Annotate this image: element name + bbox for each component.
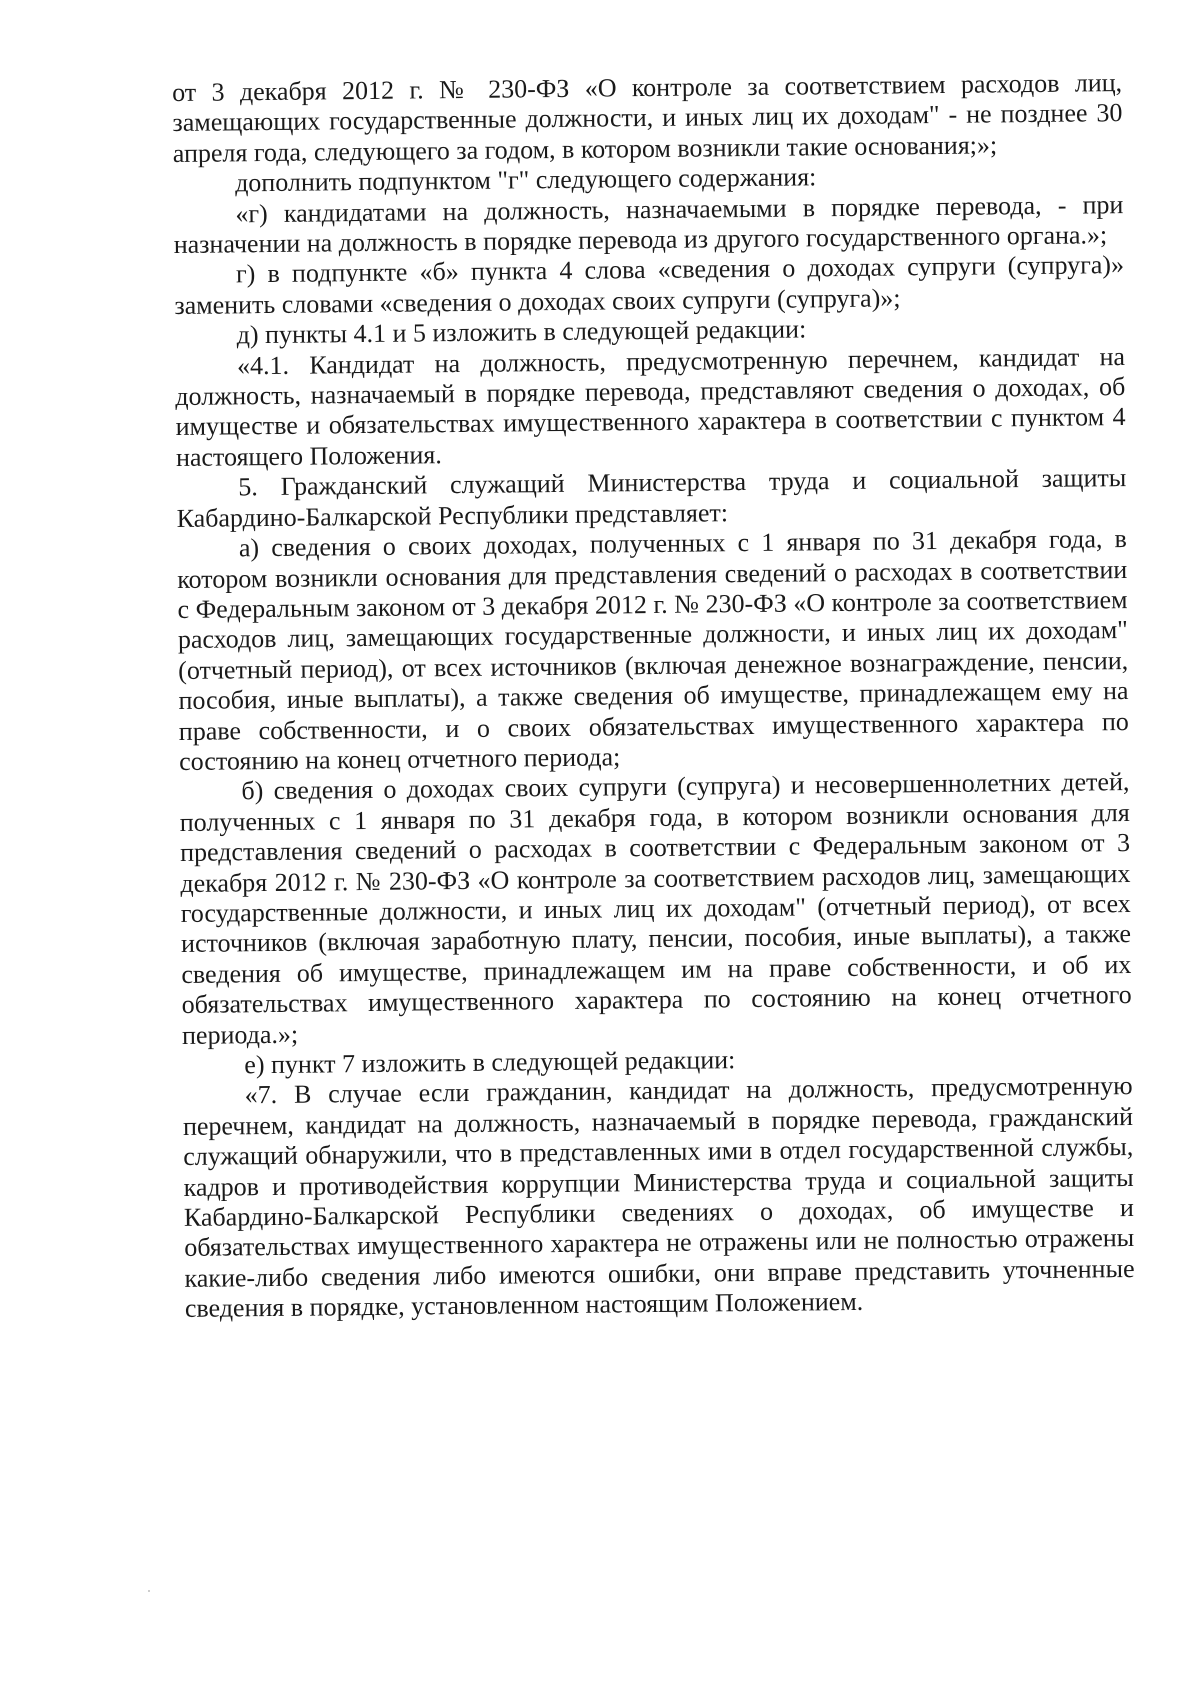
- paragraph-amendment-e: е) пункт 7 изложить в следующей редакции:: [244, 1045, 736, 1080]
- document-body: [172, 68, 1135, 1325]
- paragraph-item-5-a: а) сведения о своих доходах, полученных с 1 января по 31 декабря года, в котором возникли основания для представления сведений о расходах в соответствии с Федеральным законом от 3 декабря 2012 г. № 230-ФЗ «О контроле за соответствием расходов лиц, замещающих государственные должности, и иных лиц их доходам" (отчетный период), от всех источников (включая денежное вознаграждение, пенсии, пособия, иные выплаты), а также сведения об имуществе, принадлежащем ему на праве собственности, и о своих обязательствах имущественного характера по состоянию на конец отчетного периода;: [177, 524, 1129, 776]
- paragraph-amendment-g: г) в подпункте «б» пункта 4 слова «сведения о доходах супруги (супруга)» заменить словами «сведения о доходах своих супруги (супруга)»;: [174, 250, 1125, 320]
- paragraph-item-4-1: «4.1. Кандидат на должность, предусмотренную перечнем, кандидат на должность, назначаемый в порядке перевода, представляют сведения о доходах, об имуществе и обязательствах имущественного характера в соответствии с пунктом 4 настоящего Положения.: [175, 341, 1126, 472]
- paragraph-amendment-d: д) пункты 4.1 и 5 изложить в следующей редакции:: [236, 314, 807, 350]
- paragraph-add-subitem-g: дополнить подпунктом "г" следующего содержания:: [234, 162, 817, 198]
- scan-speck: [148, 1590, 150, 1592]
- paragraph-continuation: от 3 декабря 2012 г. № 230-ФЗ «О контроле за соответствием расходов лиц, замещающих государственные должности, и иных лиц их доходам" - не позднее 30 апреля года, следующего за годом, в котором возникли такие основания;»;: [172, 68, 1123, 168]
- paragraph-item-7: «7. В случае если гражданин, кандидат на должность, предусмотренную перечнем, кандидат на должность, назначаемый в порядке перевода, гражданский служащий обнаружили, что в представленных ими в отдел государственной службы, кадров и противодействия коррупции Министерства труда и социальной защиты Кабардино-Балкарской Республики сведениях о доходах, об имуществе и обязательствах имущественного характера не отражены или не полностью отражены какие-либо сведения либо имеются ошибки, они вправе представить уточненные сведения в порядке, установленном настоящим Положением.: [182, 1071, 1135, 1324]
- paragraph-subitem-g-text: «г) кандидатами на должность, назначаемыми в порядке перевода, - при назначении на должность в порядке перевода из другого государственного органа.»;: [173, 189, 1124, 260]
- paragraph-item-5: 5. Гражданский служащий Министерства труда и социальной защиты Кабардино-Балкарской Республики представляет:: [176, 463, 1127, 533]
- paragraph-item-5-b: б) сведения о доходах своих супруги (супруга) и несовершеннолетних детей, полученных с 1 января по 31 декабря года, в котором возникли основания для представления сведений о расходах в соответствии с Федеральным законом от 3 декабря 2012 г. № 230-ФЗ «О контроле за соответствием расходов лиц, замещающих государственные должности, и иных лиц их доходам" (отчетный период), от всех источников (включая заработную плату, пенсии, пособия, иные выплаты), а также сведения об имуществе, принадлежащем им на праве собственности, и об их обязательствах имущественного характера по состоянию на конец отчетного периода.»;: [179, 767, 1132, 1050]
